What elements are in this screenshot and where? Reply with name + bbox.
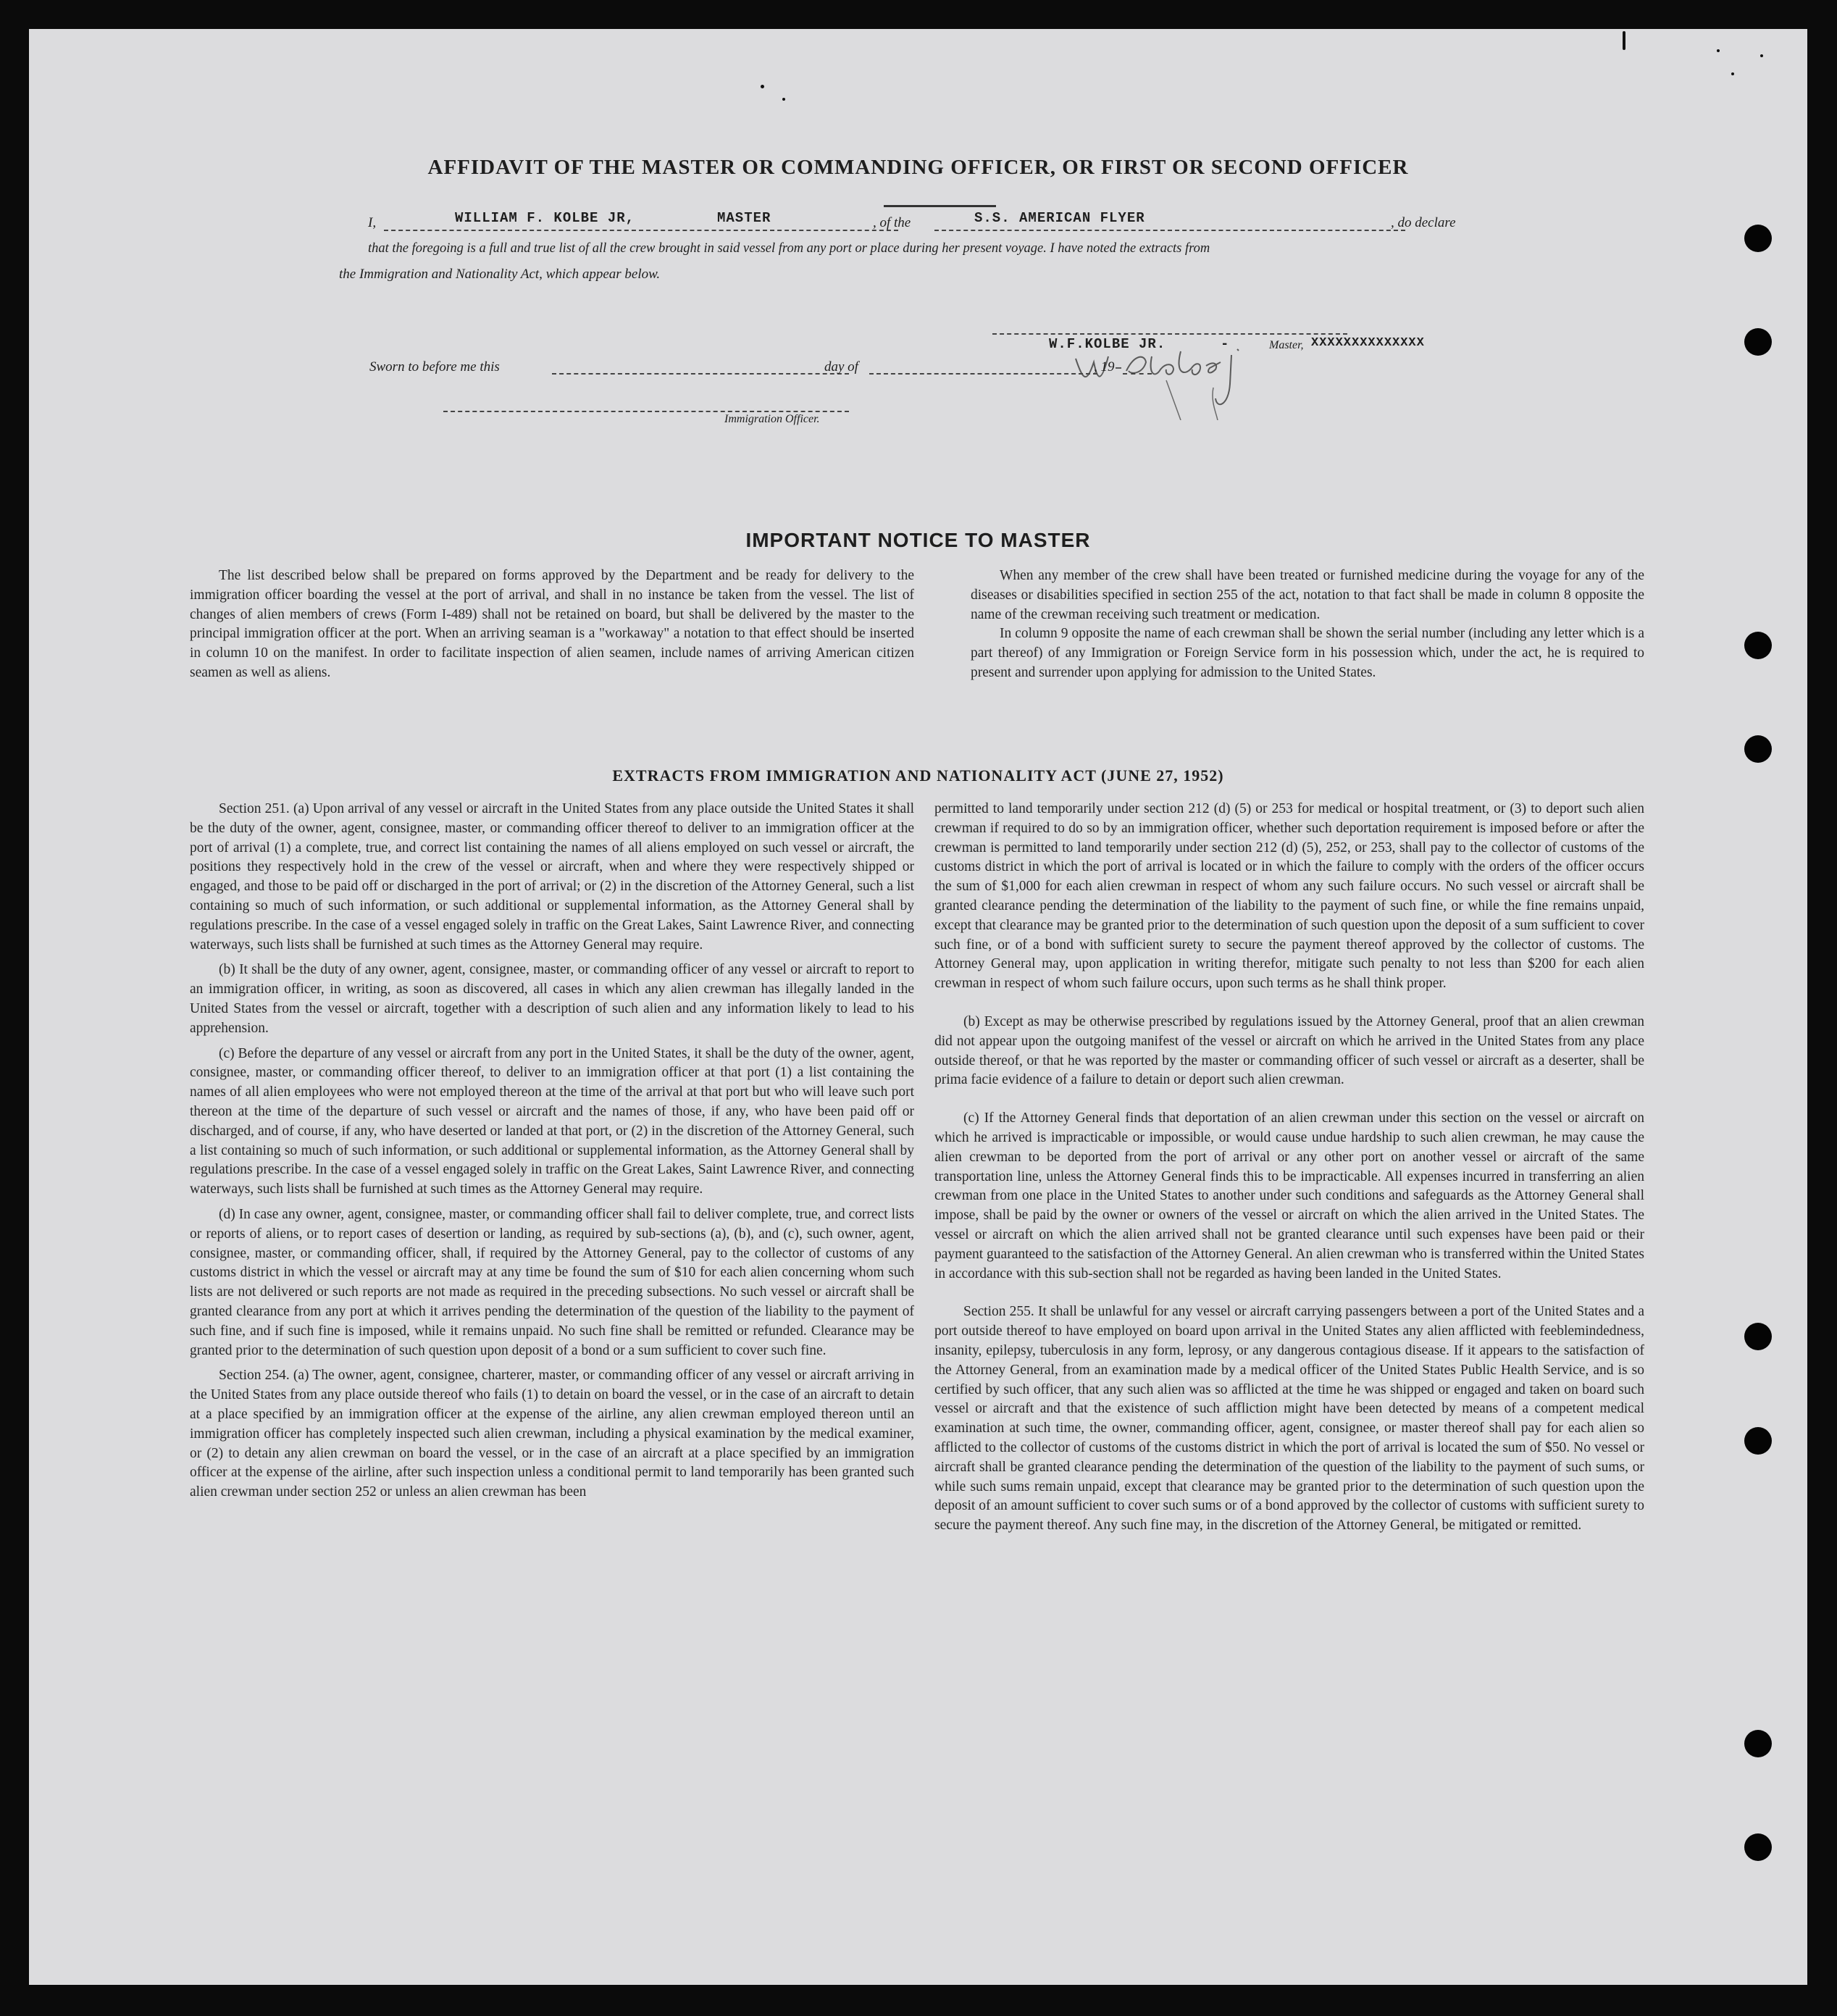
vessel-line — [934, 230, 1405, 231]
notice-heading: IMPORTANT NOTICE TO MASTER — [745, 529, 1091, 551]
officer-signature-line — [443, 411, 849, 412]
binder-hole — [1744, 328, 1772, 356]
sworn-month-line — [869, 373, 1097, 375]
notice-left-column — [190, 566, 914, 683]
binder-hole — [1744, 1833, 1772, 1861]
sworn-label: Sworn to before me this — [369, 359, 500, 375]
speck — [761, 85, 764, 88]
extract-section-254a-cont: permitted to land temporarily under section 212 (d) (5) or 253 for medical or hospital treatment, or (3) to deport such alien crewman if required to do so by an immigration officer, whether such deportation requirement is imposed before or after the crewman is permitted to land temporarily under section 212 (d) (5), 252, or 253, shall pay to the collector of customs of the customs district in which the port of arrival is located or in which the failure to comply with the orders of the officer occurs the sum of $1,000 for each alien crewman in respect of whom any such failure occurs. No such vessel or aircraft shall be granted clearance pending the determination of the liability to the payment of such fine, or while the fine remains unpaid, except that clearance may be granted prior to the determination of such question upon the deposit of a sum sufficient to cover such fine, or of a bond with sufficient surety to secure the payment thereof approved by the collector of customs. The Attorney General may, upon application in writing therefor, mitigate such penalty to not less than $200 for each alien crewman in respect of whom such failure occurs, upon such terms as he shall think proper. — [934, 801, 1644, 992]
master-rank: MASTER — [717, 210, 771, 226]
binder-hole — [1744, 632, 1772, 659]
speck — [782, 98, 785, 101]
i-label: I, — [368, 215, 377, 230]
title-rule — [884, 205, 996, 207]
signature-dash: - — [1221, 336, 1230, 352]
name-line — [384, 230, 898, 231]
of-the-label: , of the — [873, 215, 911, 230]
extract-section-251d: (d) In case any owner, agent, consignee, master, or commanding officer shall fail to deliver complete, true, and correct lists or reports of aliens, or to report cases of desertion or landing, as required by sub-sections (a), (b), and (c), such owner, agent, consignee, master, or commanding officer, shall, if required by the Attorney General, pay to the collector of customs of any customs district in which the vessel or aircraft may at any time be found the sum of $10 for each alien concerning whom such lists are not delivered or such reports are not made as required in the preceding subsections. No such vessel or aircraft shall be granted clearance from any port at which it arrives pending the determination of the question of the liability to the payment of such fine, and if such fine is imposed, while it remains unpaid. No such fine shall be remitted or refunded. Clearance may be granted prior to the determination of such question upon deposit of a bond or a sum sufficient to cover such fine. — [190, 1206, 914, 1358]
speck — [1760, 54, 1763, 57]
extract-section-254a: Section 254. (a) The owner, agent, consignee, charterer, master, or commanding officer of any vessel or aircraft arriving in the United States from any place outside thereof who fails (1) to detain on board the vessel, or in the case of an aircraft to detain at a place specified by an immigration officer at the expense of the airline, any alien crewman employed thereon until an immigration officer has completely inspected such alien crewman, including a physical examination by the medical examiner, or (2) to detain any alien crewman on board the vessel, or in the case of an aircraft at a place specified by an immigration officer at the expense of the airline, after such inspection unless a conditional permit to land temporarily has been granted such alien crewman under section 252 or unless an alien crewman has been — [190, 1368, 914, 1500]
master-label: Master, — [1269, 339, 1304, 351]
sworn-year-line — [1123, 373, 1152, 375]
sworn-day-line — [552, 373, 849, 375]
extract-section-251a: Section 251. (a) Upon arrival of any vessel or aircraft in the United States from any place outside the United States it shall be the duty of the owner, agent, consignee, master, or commanding officer thereof to deliver to an immigration officer at the port of arrival (1) a complete, true, and correct list containing the names of all aliens employed on such vessel or aircraft, the positions they respectively hold in the crew of the vessel or aircraft, when and where they were respectively shipped or engaged, and those to be paid off or discharged in the port of arrival; or (2) in the discretion of the Attorney General, such a list containing so much of such information, or such additional or supplemental information, as the Attorney General shall by regulations prescribe. In the case of a vessel engaged solely in traffic on the Great Lakes, Saint Lawrence River, and connecting waterways, such lists shall be furnished at such times as the Attorney General may require. — [190, 801, 914, 953]
notice-left-paragraph: The list described below shall be prepared on forms approved by the Department and be ready for delivery to the immigration officer boarding the vessel at the port of arrival, and shall in no instance be taken from the vessel. The list of changes of alien members of crews (Form I-489) shall not be retained on board, but shall be delivered by the master to the principal immigration officer at the port. When an arriving seaman is a "workaway" a notation to that effect should be inserted in column 10 on the manifest. In order to facilitate inspection of alien seamen, include names of arriving American citizen seamen as well as aliens. — [190, 568, 914, 680]
speck — [1623, 31, 1625, 50]
master-name: WILLIAM F. KOLBE JR, — [455, 210, 635, 226]
affidavit-title: AFFIDAVIT OF THE MASTER OR COMMANDING OFFICER, OR FIRST OR SECOND OFFICER — [427, 156, 1409, 179]
handwritten-signature — [1065, 340, 1318, 420]
extract-section-254c: (c) If the Attorney General finds that deportation of an alien crewman under this section on the vessel or aircraft on which he arrived is impracticable or impossible, or would cause undue hardship to such alien crewman, he may cause the alien crewman to be deported from the port of arrival or any other port on another vessel or aircraft of the same transportation line, unless the Attorney General finds this to be impracticable. All expenses incurred in transferring an alien crewman from one place in the United States to another under such conditions and safeguards as the Attorney General shall impose, shall be paid by the owner or owners of the vessel or aircraft on which the alien arrived in the United States. The vessel or aircraft on which the alien arrived shall not be granted clearance until such expenses have been paid or their payment guaranteed to the satisfaction of the Attorney General. An alien crewman who is transferred within the United States in accordance with this sub-section shall not be regarded as having been landed in the United States. — [934, 1111, 1644, 1281]
signature-line — [992, 333, 1347, 335]
extract-section-251b: (b) It shall be the duty of any owner, agent, consignee, master, or commanding officer of any vessel or aircraft to report to an immigration officer, in writing, as soon as discovered, all cases in which any alien crewman has illegally landed in the United States from the vessel or aircraft, together with a description of such alien and any information likely to lead to his apprehension. — [190, 962, 914, 1036]
extracts-left-column — [190, 772, 914, 1502]
extract-section-251c: (c) Before the departure of any vessel or aircraft from any port in the United States, it shall be the duty of the owner, agent, consignee, master, or commanding officer thereof, to deliver to an immigration officer at that port (1) a list containing the names of all alien employees who were not employed thereon at the time of the arrival at that port but who will leave such port thereon at the time of the departure of such vessel or aircraft and the names of those, if any, who have been paid off or discharged, and of course, if any, who have deserted or landed at that port, or (2) in the discretion of the Attorney General, such a list containing so much of such information, or such additional or supplemental information, as the Attorney General shall by regulations prescribe. In the case of a vessel engaged solely in traffic on the Great Lakes, Saint Lawrence River, and connecting waterways, such lists shall be furnished at such times as the Attorney General may require. — [190, 1045, 914, 1197]
speck — [1717, 49, 1720, 52]
binder-hole — [1744, 1427, 1772, 1455]
year-label: , 19 — [1094, 359, 1115, 375]
declaration-line-1: that the foregoing is a full and true list of all the crew brought in said vessel from any port or place during her present voyage. I have noted the extracts from — [368, 241, 1210, 256]
binder-hole — [1744, 1323, 1772, 1350]
day-of-label: day of — [824, 359, 858, 375]
extracts-right-column — [934, 772, 1644, 1536]
declaration-line-2: the Immigration and Nationality Act, which appear below. — [339, 267, 661, 282]
binder-hole — [1744, 735, 1772, 763]
extract-section-254b: (b) Except as may be otherwise prescribed by regulations issued by the Attorney General, proof that an alien crewman did not appear upon the outgoing manifest of the vessel or aircraft on which he arrived in the United States from any place outside thereof, or that he was reported by the master or commanding officer of such vessel or aircraft as a deserter, shall be prima facie evidence of a failure to detain or deport such alien crewman. — [934, 1013, 1644, 1088]
binder-hole — [1744, 225, 1772, 252]
signature-typed: W.F.KOLBE JR. — [1049, 336, 1166, 352]
extract-section-255: Section 255. It shall be unlawful for any vessel or aircraft carrying passengers between a port of the United States and a port outside thereof to have employed on board upon arrival in the United States any alien afflicted with feeblemindedness, insanity, epilepsy, tuberculosis in any form, leprosy, or any dangerous contagious disease. If it appears to the satisfaction of the Attorney General, from an examination made by a medical officer of the United States Public Health Service, and is so certified by such officer, that any such alien was so afflicted at the time he was shipped or engaged and taken on board such vessel or aircraft and that the existence of such affliction might have been detected by means of a competent medical examination at such time, the owner, commanding officer, agent, consignee, or master thereof shall pay for each alien so afflicted to the collector of customs of the customs district in which the port of arrival is located the sum of $50. No vessel or aircraft shall be granted clearance pending the determination of the question of the liability to the payment of such sums, or while such sums remain unpaid, except that clearance may be granted prior to the determination of such question upon the deposit of an amount sufficient to cover such sums or of a bond approved by the collector of customs with sufficient surety to secure the payment thereof. Any such fine may, in the discretion of the Attorney General, be mitigated or remitted. — [934, 1304, 1644, 1534]
document-page — [29, 29, 1807, 1985]
struck-title: XXXXXXXXXXXXXX — [1311, 336, 1425, 350]
vessel-name: S.S. AMERICAN FLYER — [974, 210, 1145, 226]
notice-right-column — [971, 566, 1644, 683]
extracts-heading: EXTRACTS FROM IMMIGRATION AND NATIONALITY ACT (JUNE 27, 1952) — [612, 766, 1224, 785]
speck — [1731, 72, 1734, 75]
immigration-officer-label: Immigration Officer. — [724, 413, 820, 425]
notice-right-paragraph-2: In column 9 opposite the name of each crewman shall be shown the serial number (including any letter which is a part thereof) of any Immigration or Foreign Service form in his possession which, under the act, he is required to present and surrender upon applying for admission to the United States. — [971, 626, 1644, 680]
do-declare-label: , do declare — [1391, 215, 1456, 230]
notice-right-paragraph-1: When any member of the crew shall have been treated or furnished medicine during the voyage for any of the diseases or disabilities specified in section 255 of the act, notation to that fact shall be made in column 8 opposite the name of the crewman receiving such treatment or medication. — [971, 568, 1644, 622]
binder-hole — [1744, 1730, 1772, 1757]
